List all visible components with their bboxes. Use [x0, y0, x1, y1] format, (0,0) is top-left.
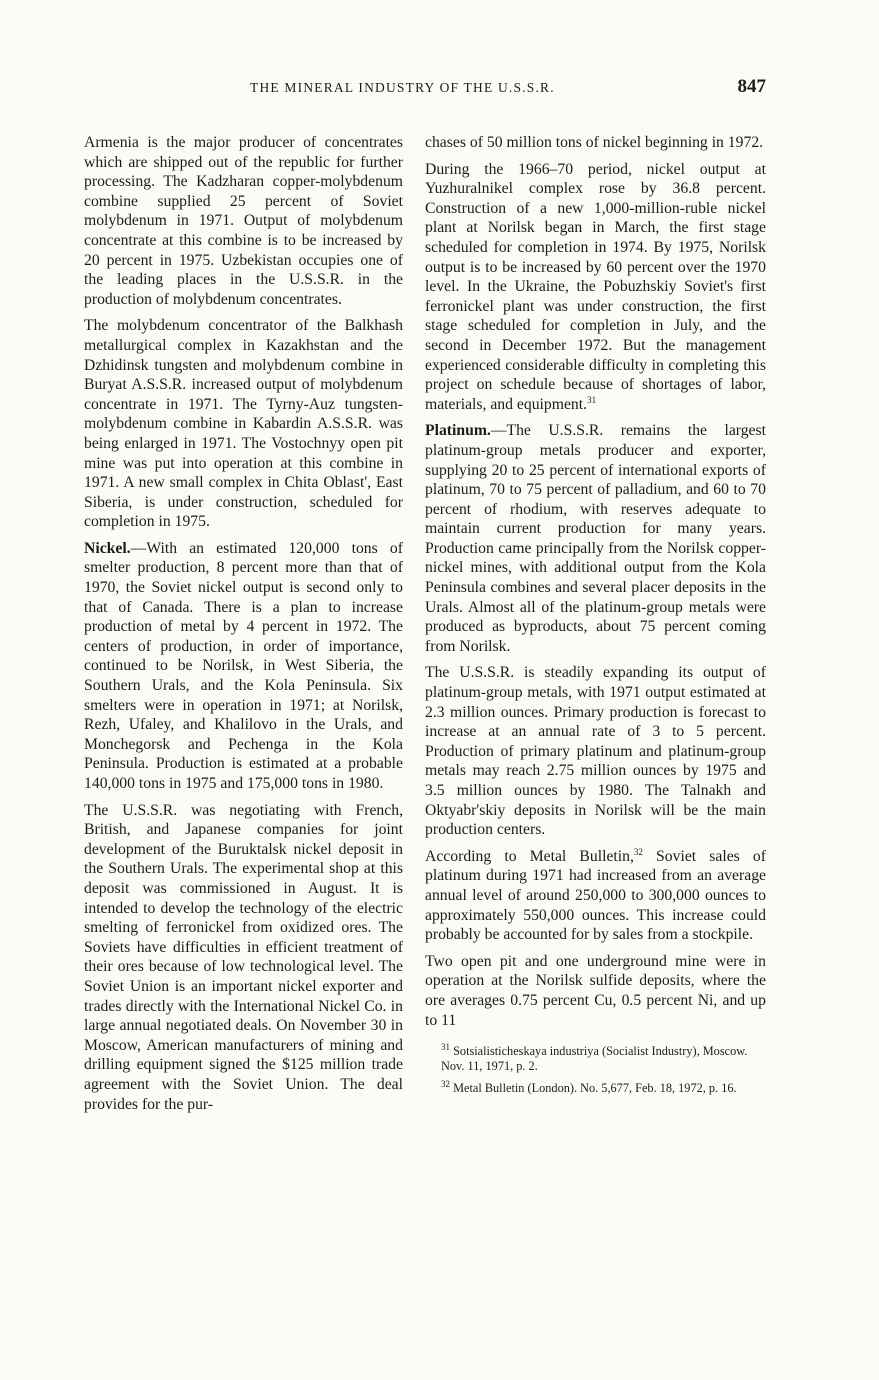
page-number: 847: [737, 76, 766, 97]
section-run-in-heading: Nickel.: [84, 539, 131, 557]
running-title: THE MINERAL INDUSTRY OF THE U.S.S.R.: [250, 80, 555, 95]
paragraph: The molybdenum concentrator of the Balkhash metallurgical complex in Kazakhstan and the Dzhidinsk tungsten and molybdenum combine in Buryat A.S.S.R. increased output of molybdenum concentrate in 1971. The Tyrny-Auz tungsten-molybdenum combine in Kabardin A.S.S.R. was being enlarged in 1971. The Vostochnyy open pit mine was put into operation at this combine in 1971. A new small complex in Chita Oblast', East Siberia, is under construction, scheduled for completion in 1975.: [84, 317, 403, 531]
footnote-reference: 32: [633, 846, 643, 857]
paragraph: Nickel.—With an estimated 120,000 tons of smelter production, 8 percent more than that of 1970, the Soviet nickel output is second only to that of Canada. There is a plan to increase production of metal by 4 percent in 1972. The centers of production, in order of importance, continued to be Norilsk, in West Siberia, the Southern Urals, and the Kola Peninsula. Six smelters were in operation in 1971; at Norilsk, Rezh, Ufaley, and Khalilovo in the Urals, and Monchegorsk and Pechenga in the Kola Peninsula. Production is estimated at a probable 140,000 tons in 1975 and 175,000 tons in 1980.: [84, 539, 403, 792]
paragraph: The U.S.S.R. is steadily expanding its output of platinum-group metals, with 1971 output estimated at 2.3 million ounces. Primary production is forecast to increase at an annual rate of 3 to 5 percent. Production of primary platinum and platinum-group metals may reach 2.75 million ounces by 1975 and 3.5 million ounces by 1980. The Talnakh and Oktyabr'skiy deposits in Norilsk will be the main production centers.: [425, 664, 766, 839]
right-column: [425, 133, 766, 1103]
paragraph: Armenia is the major producer of concentrates which are shipped out of the republic for further processing. The Kadzharan copper-molybdenum combine supplied 25 percent of Soviet molybdenum in 1971. Output of molybdenum concentrate at this combine is to be increased by 20 percent in 1975. Uzbekistan occupies one of the leading places in the U.S.S.R. in the production of molybdenum concentrates.: [84, 134, 403, 308]
section-run-in-heading: Platinum.: [425, 422, 491, 440]
left-column: [84, 133, 403, 1121]
paragraph: The U.S.S.R. was negotiating with French, British, and Japanese companies for joint development of the Buruktalsk nickel deposit in the Southern Urals. The experimental shop at this deposit was commissioned in August. It is intended to develop the technology of the electric smelting of ferronickel from oxidized ores. The Soviets have difficulties in efficient treatment of their ores because of low technological level. The Soviet Union is an important nickel exporter and trades directly with the International Nickel Co. in large annual negotiated deals. On November 30 in Moscow, American manufacturers of mining and drilling equipment signed the $125 million trade agreement with the Soviet Union. The deal provides for the pur-: [84, 801, 403, 1113]
paragraph: According to Metal Bulletin,$^{32}$ Soviet sales of platinum during 1971 had increased from an average annual level of around 250,000 to 300,000 ounces to approximately 550,000 ounces. This increase could probably be accounted for by sales from a stockpile.: [425, 846, 766, 944]
footnote-reference: 31: [587, 394, 597, 405]
paragraph: Platinum.—The U.S.S.R. remains the largest platinum-group metals producer and exporter, supplying 20 to 25 percent of international exports of platinum, 70 to 75 percent of palladium, and 60 to 70 percent of rhodium, with reserves adequate to maintain current production for many years. Production came principally from the Norilsk copper-nickel mines, with additional output from the Kola Peninsula combines and several placer deposits in the Urals. Almost all of the platinum-group metals were produced as byproducts, about 75 percent coming from Norilsk.: [425, 422, 766, 655]
paragraph: Two open pit and one underground mine were in operation at the Norilsk sulfide deposits, where the ore averages 0.75 percent Cu, 0.5 percent Ni, and up to 11: [425, 952, 766, 1029]
footnote: $^{31}$ Sotsialisticheskaya industriya (Socialist Industry), Moscow. Nov. 11, 1971, p. 2.: [441, 1042, 748, 1074]
footnote: $^{32}$ Metal Bulletin (London). No. 5,677, Feb. 18, 1972, p. 16.: [441, 1079, 737, 1096]
paragraph: During the 1966–70 period, nickel output at Yuzhuralnikel complex rose by 36.8 percent. Construction of a new 1,000-million-ruble nickel plant at Norilsk began in March, the first stage scheduled for completion in 1974. By 1975, Norilsk output is to be increased by 60 percent over the 1970 level. In the Ukraine, the Pobuzhskiy Soviet's first ferronickel plant was under construction, the first stage scheduled for completion in July, and the second in December 1972. But the management experienced considerable difficulty in completing this project on schedule because of shortages of labor, materials, and equipment.$^{31}$: [425, 160, 766, 413]
paragraph: chases of 50 million tons of nickel beginning in 1972.: [425, 134, 764, 151]
footnotes: [425, 1044, 766, 1096]
page-header: [84, 76, 766, 106]
